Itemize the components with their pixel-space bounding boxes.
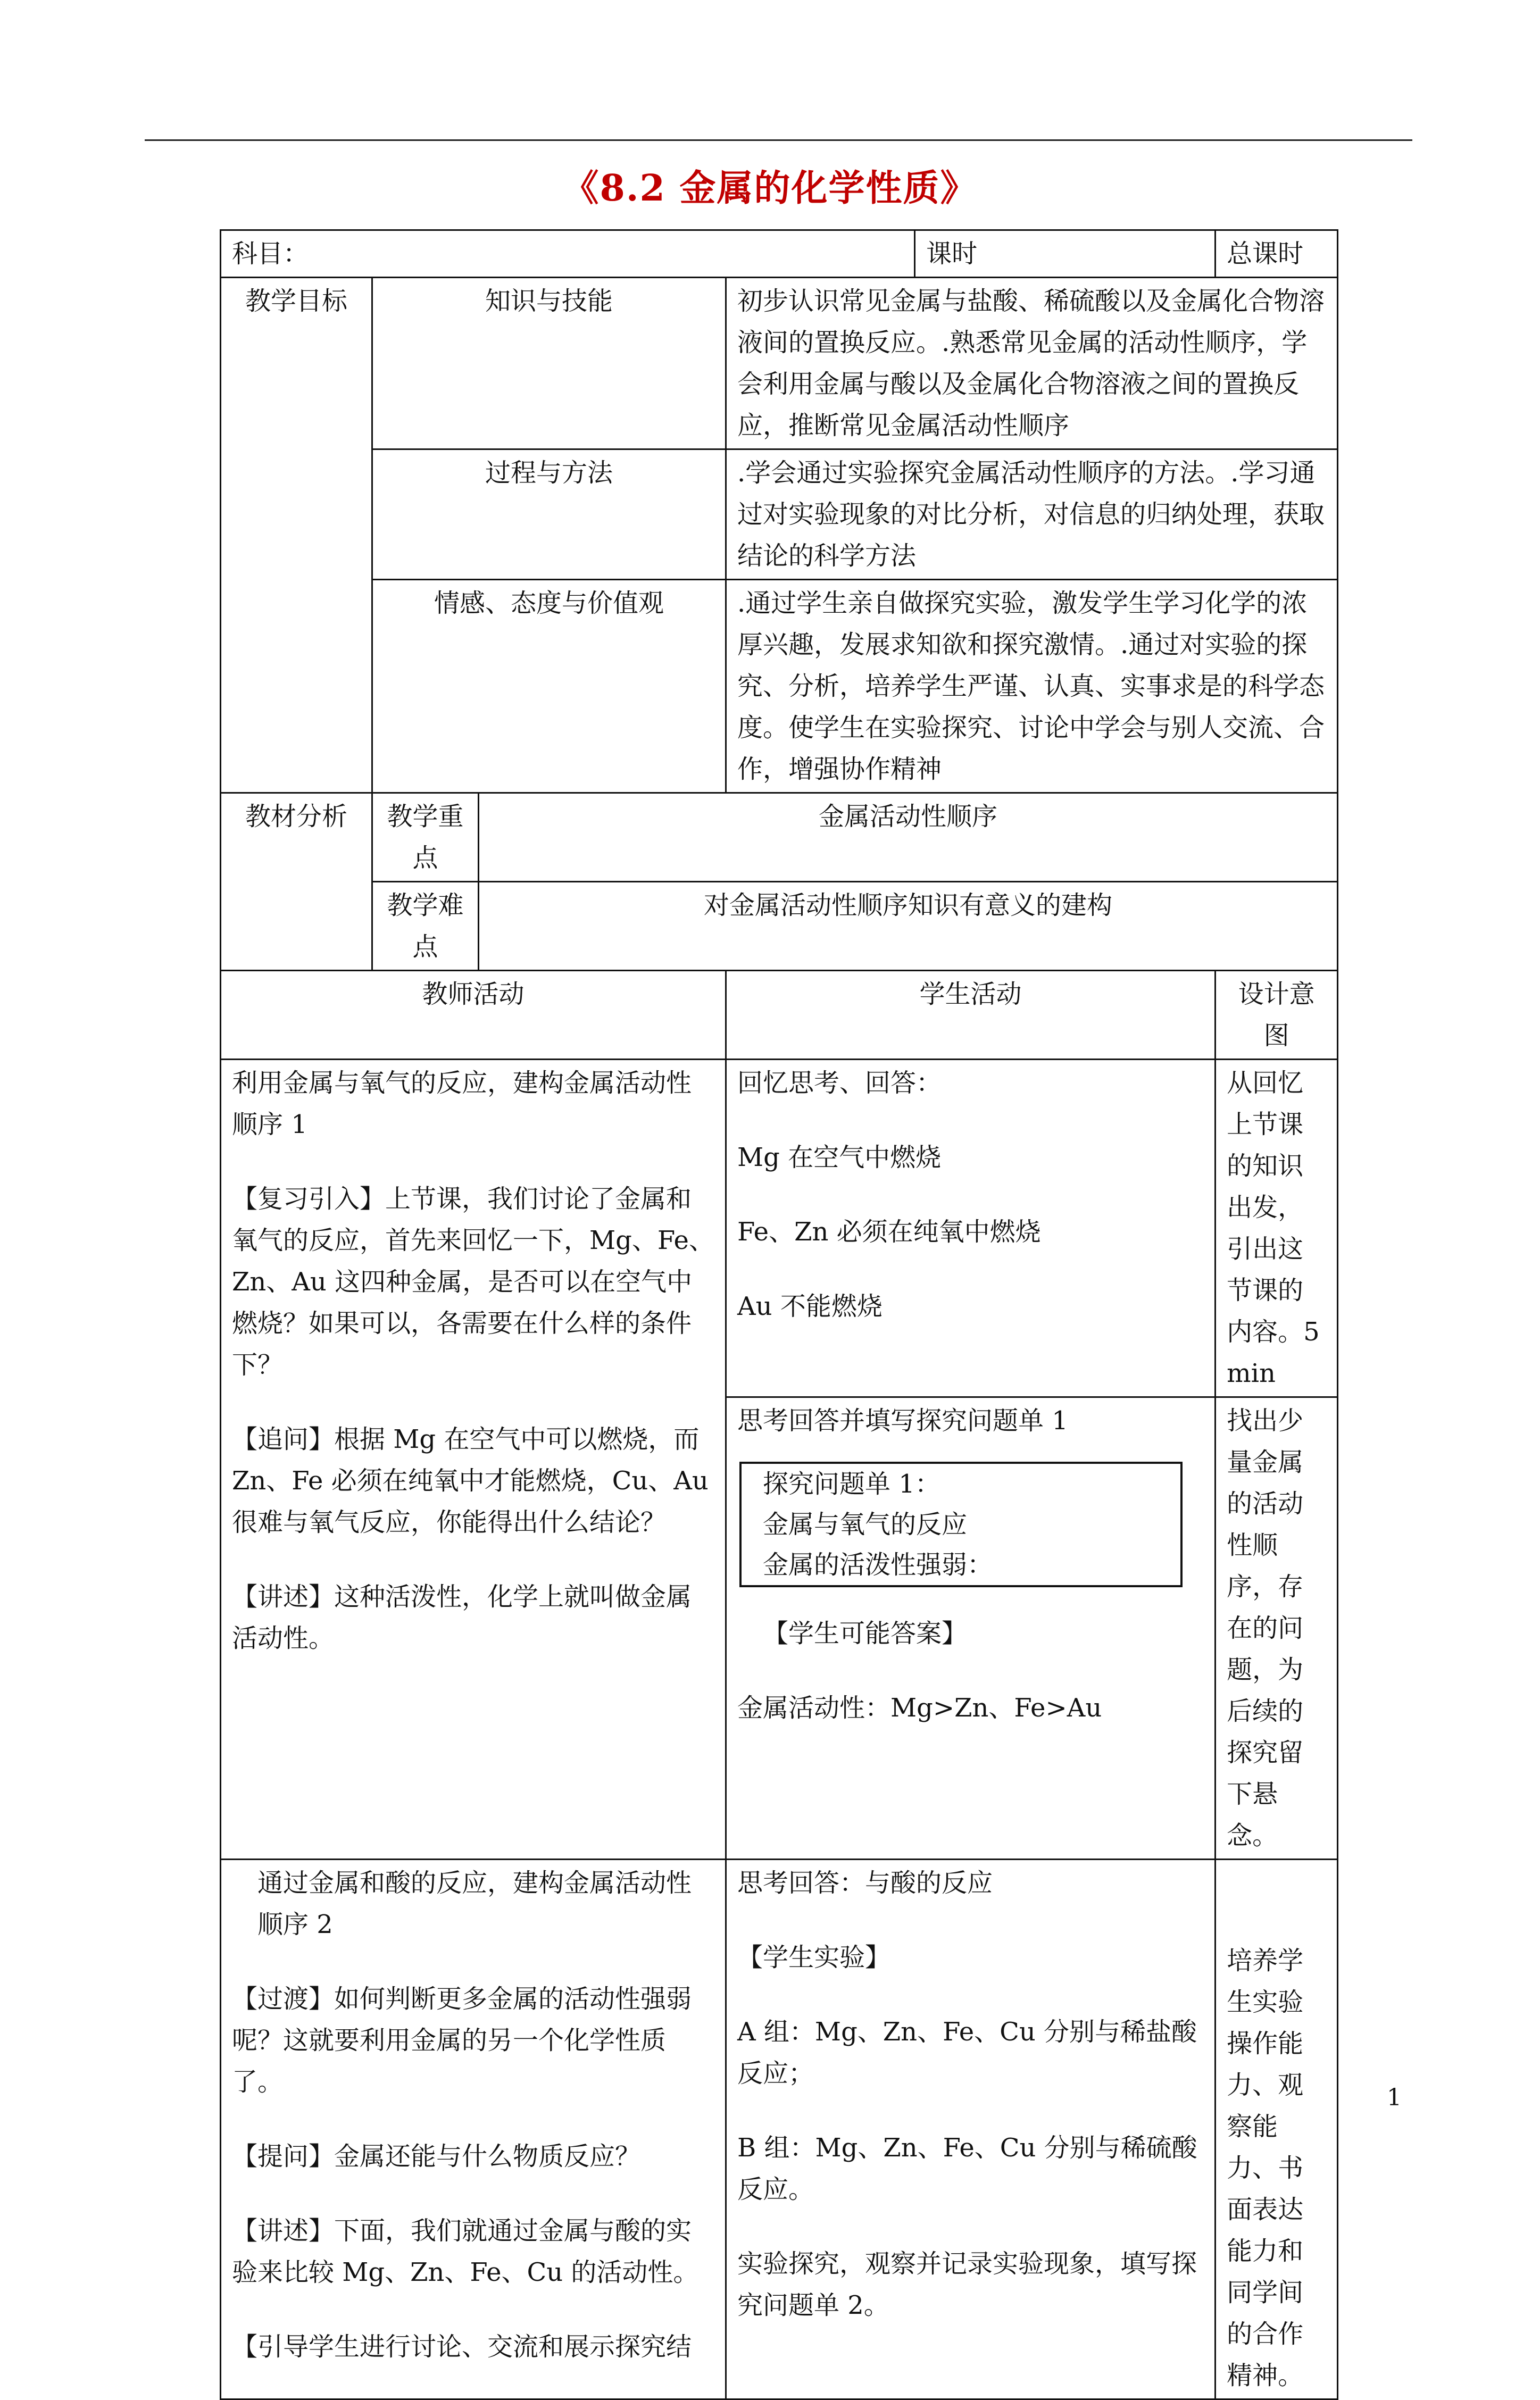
teacher-header: 教师活动	[221, 971, 726, 1060]
teacher-paragraph: 通过金属和酸的反应，建构金属活动性顺序 2	[257, 1868, 692, 1939]
difficulty-label: 教学难点	[372, 882, 479, 971]
section2-design: 培养学生实验操作能力、观察能力、书面表达能力和同学间的合作精神。	[1216, 1860, 1338, 2399]
lesson-cell: 课时	[915, 230, 1216, 278]
section1-student-cell-a	[726, 1060, 1216, 1397]
total-lessons-cell: 总课时	[1216, 230, 1338, 278]
student-paragraph: 思考回答：与酸的反应	[737, 1868, 993, 1898]
section2-teacher-cell	[221, 1860, 726, 2399]
analysis-label: 教材分析	[221, 793, 372, 971]
teacher-paragraph: 【引导学生进行讨论、交流和展示探究结	[232, 2332, 692, 2362]
activity-header-row	[221, 971, 1338, 1060]
student-paragraph: B 组：Mg、Zn、Fe、Cu 分别与稀硫酸反应。	[737, 2133, 1197, 2204]
student-paragraph: 【学生实验】	[737, 1943, 891, 1972]
key-value: 金属活动性顺序	[479, 793, 1338, 882]
section1-teacher-cell	[221, 1060, 726, 1860]
analysis-difficulty-row	[221, 882, 1338, 971]
difficulty-value: 对金属活动性顺序知识有意义的建构	[479, 882, 1338, 971]
document-title: 《8.2 金属的化学性质》	[562, 167, 978, 210]
teacher-paragraph: 【提问】金属还能与什么物质反应？	[232, 2141, 641, 2171]
teacher-paragraph: 利用金属与氧气的反应，建构金属活动性顺序 1	[232, 1068, 692, 1139]
goals-label: 教学目标	[221, 278, 372, 793]
section1-student-cell-b	[726, 1397, 1216, 1860]
header-rule	[145, 139, 1412, 141]
goal-row-process	[221, 449, 1338, 580]
student-paragraph: Au 不能燃烧	[737, 1291, 883, 1321]
student-paragraph: 实验探究，观察并记录实验现象，填写探究问题单 2。	[737, 2249, 1197, 2320]
goal-category: 情感、态度与价值观	[372, 580, 726, 793]
teacher-paragraph: 【复习引入】上节课，我们讨论了金属和氧气的反应，首先来回忆一下，Mg、Fe、Zn、Au 这四种金属，是否可以在空气中燃烧？如果可以，各需要在什么样的条件下？	[232, 1184, 714, 1380]
student-paragraph: 思考回答并填写探究问题单 1	[737, 1406, 1068, 1436]
box-line: 金属的活泼性强弱：	[763, 1550, 993, 1580]
key-label: 教学重点	[372, 793, 479, 882]
student-paragraph: 回忆思考、回答：	[737, 1068, 942, 1098]
teacher-paragraph: 【讲述】这种活泼性，化学上就叫做金属活动性。	[232, 1582, 692, 1653]
design-header: 设计意图	[1216, 971, 1338, 1060]
info-row	[221, 230, 1338, 278]
box-line: 探究问题单 1：	[763, 1469, 940, 1499]
goal-row-knowledge	[221, 278, 1338, 449]
section1-design-b: 找出少量金属的活动性顺序，存在的问题，为后续的探究留下悬念。	[1216, 1397, 1338, 1860]
goal-content: .学会通过实验探究金属活动性顺序的方法。.学习通过对实验现象的对比分析，对信息的归纳处理，获取结论的科学方法	[726, 449, 1338, 580]
analysis-key-row	[221, 793, 1338, 882]
inquiry-sheet-box	[739, 1462, 1183, 1587]
page-number: 1	[1387, 2084, 1402, 2111]
teacher-paragraph: 【过渡】如何判断更多金属的活动性强弱呢？这就要利用金属的另一个化学性质了。	[232, 1984, 692, 2097]
subject-cell: 科目：	[221, 230, 915, 278]
student-paragraph: Mg 在空气中燃烧	[737, 1143, 942, 1172]
goal-content: 初步认识常见金属与盐酸、稀硫酸以及金属化合物溶液间的置换反应。.熟悉常见金属的活动性顺序，学会利用金属与酸以及金属化合物溶液之间的置换反应，推断常见金属活动性顺序	[726, 278, 1338, 449]
teacher-paragraph: 【讲述】下面，我们就通过金属与酸的实验来比较 Mg、Zn、Fe、Cu 的活动性。	[232, 2216, 699, 2287]
answer-text: 金属活动性：Mg>Zn、Fe>Au	[737, 1693, 1102, 1723]
section1-design-a: 从回忆上节课的知识出发，引出这节课的内容。5 min	[1216, 1060, 1338, 1397]
goal-category: 过程与方法	[372, 449, 726, 580]
goal-content: .通过学生亲自做探究实验，激发学生学习化学的浓厚兴趣，发展求知欲和探究激情。.通过对实验的探究、分析，培养学生严谨、认真、实事求是的科学态度。使学生在实验探究、讨论中学会与别人交流、合作，增强协作精神	[726, 580, 1338, 793]
section1-row-a	[221, 1060, 1338, 1397]
goal-row-attitude	[221, 580, 1338, 793]
student-paragraph: A 组：Mg、Zn、Fe、Cu 分别与稀盐酸反应；	[737, 2017, 1197, 2088]
box-line: 金属与氧气的反应	[763, 1510, 968, 1539]
lesson-plan-table	[220, 229, 1338, 2400]
possible-answer-label: 【学生可能答案】	[763, 1619, 968, 1648]
teacher-paragraph: 【追问】根据 Mg 在空气中可以燃烧，而 Zn、Fe 必须在纯氧中才能燃烧，Cu、Au 很难与氧气反应，你能得出什么结论？	[232, 1424, 709, 1537]
student-header: 学生活动	[726, 971, 1216, 1060]
section2-row	[221, 1860, 1338, 2399]
goal-category: 知识与技能	[372, 278, 726, 449]
student-paragraph: Fe、Zn 必须在纯氧中燃烧	[737, 1217, 1041, 1247]
section2-student-cell	[726, 1860, 1216, 2399]
